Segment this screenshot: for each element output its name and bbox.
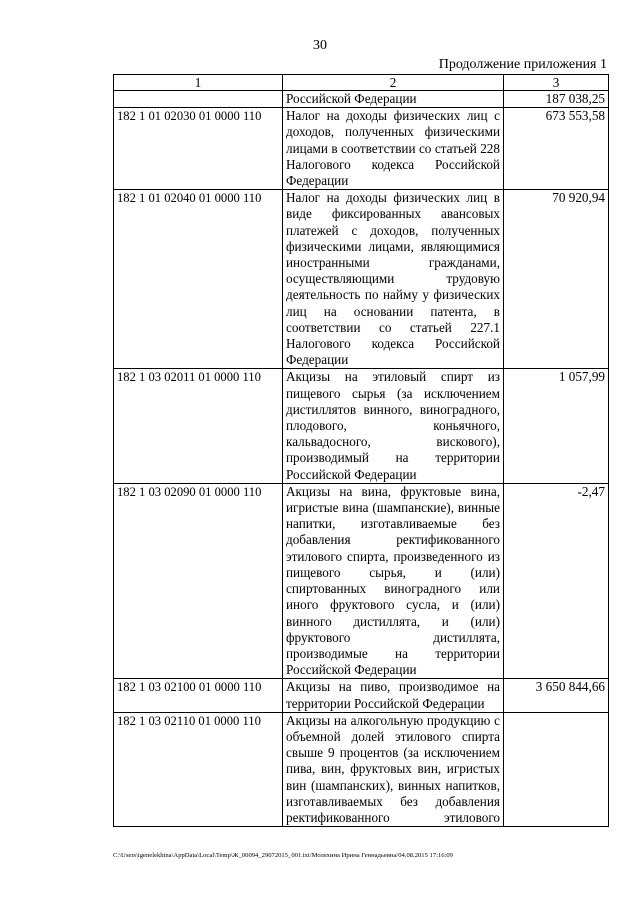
revenue-amount: 1 057,99 [504,369,609,483]
budget-code: 182 1 03 02011 01 0000 110 [114,369,283,483]
budget-code: 182 1 03 02100 01 0000 110 [114,679,283,712]
revenue-amount: 3 650 844,66 [504,679,609,712]
revenue-name: Акцизы на вина, фруктовые вина, игристые вина (шампанские), винные напитки, изготавливаемые без добавления ректификованного этилового спирта, произведенного из пищевого сырья, и (или) спиртованных виноградного или иного фруктового сусла, и (или) винного дистиллята, и (или) фруктового дистиллята, производимые на территории Российской Федерации [283,483,504,678]
revenue-table [113,74,609,827]
table-row [114,679,609,712]
appendix-continuation-label: Продолжение приложения 1 [438,57,607,72]
revenue-amount [504,712,609,826]
budget-code [114,91,283,108]
table-header-row [114,75,609,91]
table-row [114,190,609,369]
column-header-2: 2 [283,75,504,91]
table-row [114,108,609,190]
budget-code: 182 1 01 02040 01 0000 110 [114,190,283,369]
revenue-name: Налог на доходы физических лиц в виде фиксированных авансовых платежей с доходов, полученных физическими лицами, являющимися иностранными гражданами, осуществляющими трудовую деятельность по найму у физических лиц на основании патента, в соответствии со статьей 227.1 Налогового кодекса Российской Федерации [283,190,504,369]
table-row [114,91,609,108]
table-row [114,712,609,826]
revenue-amount: 187 038,25 [504,91,609,108]
budget-code: 182 1 01 02030 01 0000 110 [114,108,283,190]
revenue-name: Российской Федерации [283,91,504,108]
budget-code: 182 1 03 02110 01 0000 110 [114,712,283,826]
table-row [114,483,609,678]
revenue-amount: -2,47 [504,483,609,678]
column-header-3: 3 [504,75,609,91]
revenue-amount: 673 553,58 [504,108,609,190]
budget-code: 182 1 03 02090 01 0000 110 [114,483,283,678]
revenue-name: Акцизы на алкогольную продукцию с объемной долей этилового спирта свыше 9 процентов (за исключением пива, вин, фруктовых вин, игристых вин (шампанских), винных напитков, изготавливаемых без добавления ректификованного этилового [283,712,504,826]
table-row [114,369,609,483]
revenue-name: Акцизы на пиво, производимое на территории Российской Федерации [283,679,504,712]
file-path-footer: C:\Users\igenelekhina\AppData\Local\Temp\Ж_00094_29072015_001.txt/Молехина Ирина Геннадьевна/04.08.2015 17:16:09 [113,852,453,859]
revenue-name: Налог на доходы физических лиц с доходов, полученных физическими лицами в соответствии со статьей 228 Налогового кодекса Российской Федерации [283,108,504,190]
column-header-1: 1 [114,75,283,91]
revenue-amount: 70 920,94 [504,190,609,369]
revenue-name: Акцизы на этиловый спирт из пищевого сырья (за исключением дистиллятов винного, виноградного, плодового, коньячного, кальвадосного, вискового), производимый на территории Российской Федерации [283,369,504,483]
page-number: 30 [313,38,327,53]
